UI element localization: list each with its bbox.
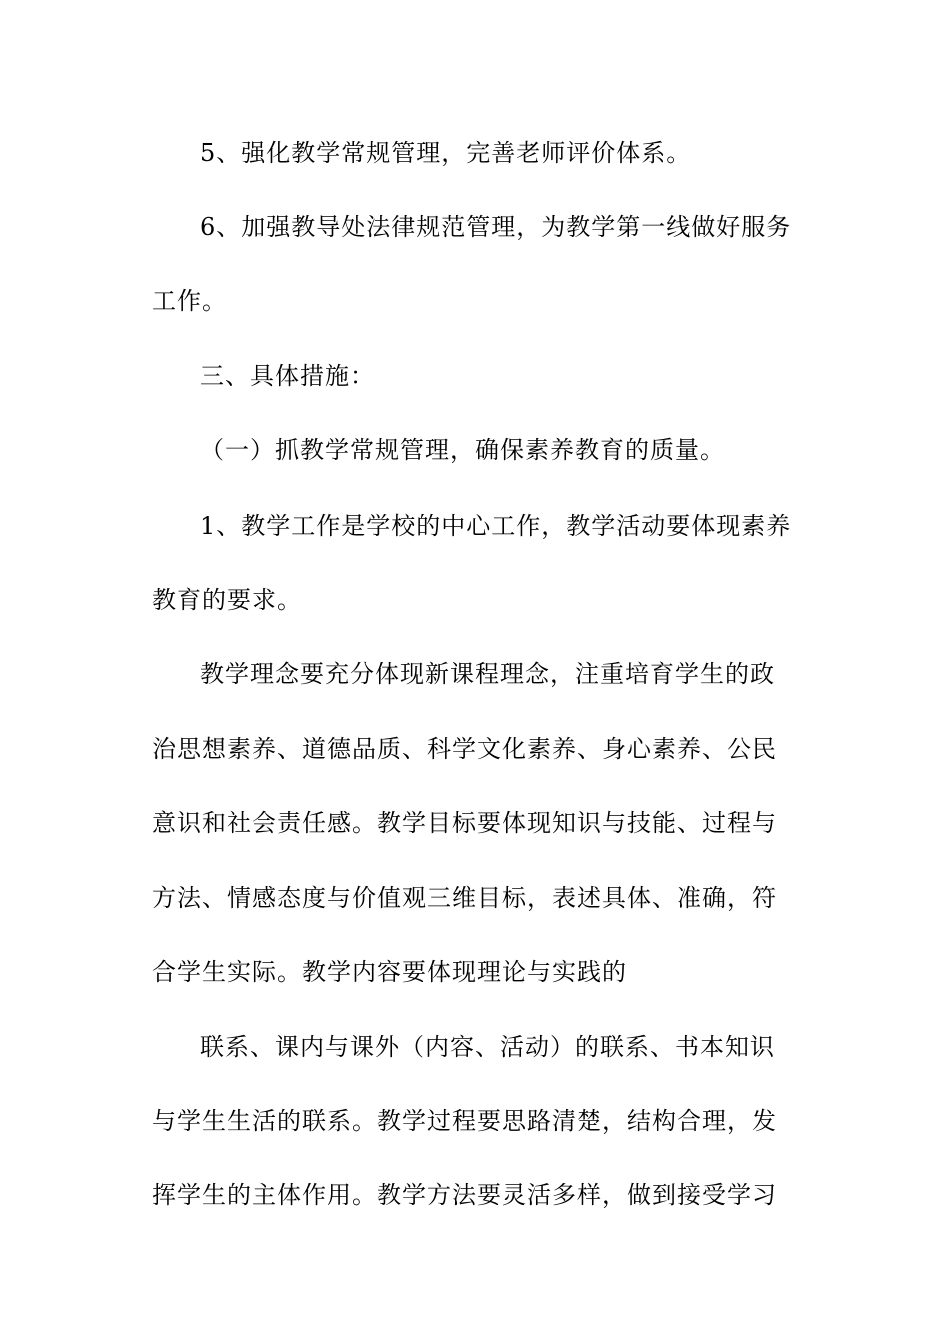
paragraph-line: 挥学生的主体作用。教学方法要灵活多样，做到接受学习 — [152, 1181, 777, 1209]
paragraph-line: 治思想素养、道德品质、科学文化素养、身心素养、公民 — [152, 735, 777, 763]
paragraph-line: 意识和社会责任感。教学目标要体现知识与技能、过程与 — [152, 809, 777, 837]
paragraph-line: 联系、课内与课外（内容、活动）的联系、书本知识 — [200, 1033, 775, 1061]
paragraph-line: 与学生生活的联系。教学过程要思路清楚，结构合理，发 — [152, 1107, 777, 1135]
paragraph-line: 教学理念要充分体现新课程理念，注重培育学生的政 — [200, 660, 775, 688]
paragraph-line: 教育的要求。 — [152, 586, 302, 614]
paragraph-line: 工作。 — [152, 287, 227, 315]
paragraph-line: 合学生实际。教学内容要体现理论与实践的 — [152, 958, 627, 986]
paragraph-line: 6、加强教导处法律规范管理，为教学第一线做好服务 — [200, 213, 792, 241]
subsection-heading: （一）抓教学常规管理，确保素养教育的质量。 — [200, 436, 725, 464]
paragraph-line: 方法、情感态度与价值观三维目标，表述具体、准确，符 — [152, 884, 777, 912]
paragraph-line: 5、强化教学常规管理，完善老师评价体系。 — [200, 139, 692, 167]
paragraph-line: 1、教学工作是学校的中心工作，教学活动要体现素养 — [200, 512, 792, 540]
section-heading: 三、具体措施： — [200, 362, 375, 390]
